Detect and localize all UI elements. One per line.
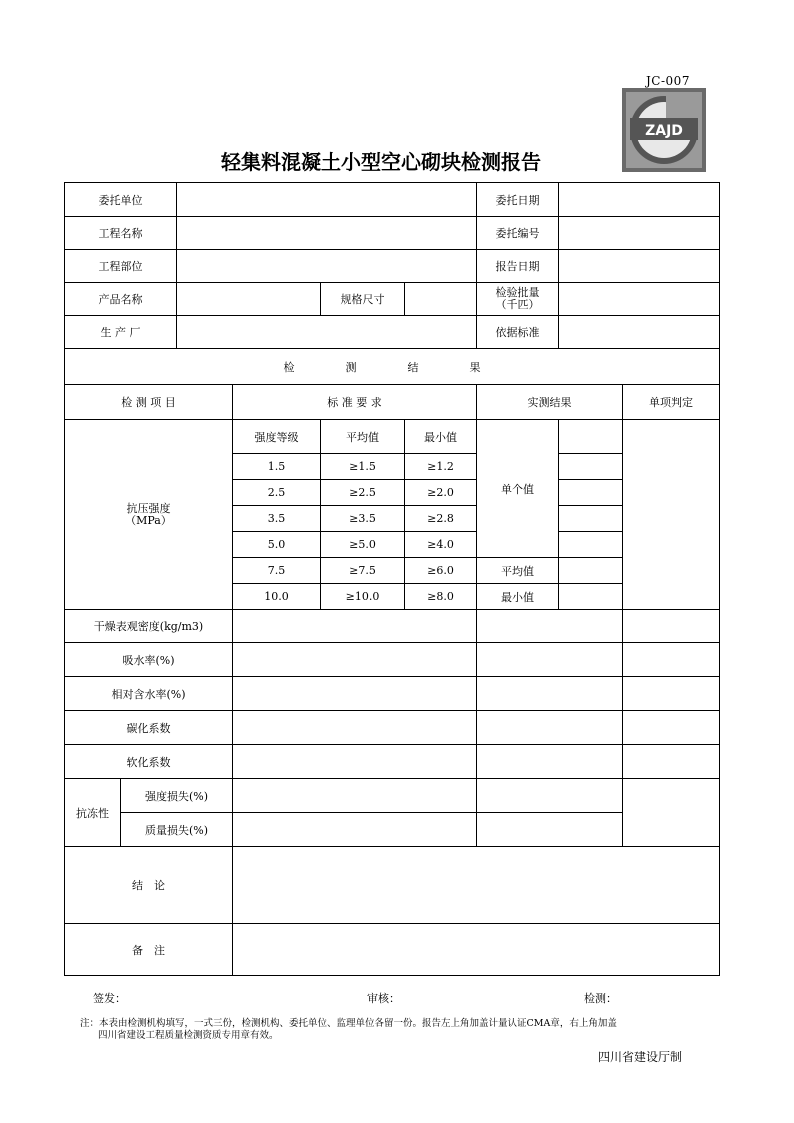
project-part-field[interactable] xyxy=(177,250,477,283)
table-row xyxy=(65,349,720,385)
min-req-cell: ≥2.8 xyxy=(405,506,477,532)
moisture-label: 相对含水率(%) xyxy=(65,677,233,711)
min-req-cell: ≥2.0 xyxy=(405,480,477,506)
min-req-cell: ≥1.2 xyxy=(405,454,477,480)
label-spec-size: 规格尺寸 xyxy=(321,283,405,316)
water-absorption-result[interactable] xyxy=(477,643,623,677)
spec-size-field[interactable] xyxy=(405,283,477,316)
remarks-label: 备 注 xyxy=(65,924,233,976)
min-value-cell[interactable] xyxy=(559,584,623,610)
table-row xyxy=(65,217,720,250)
col-avg: 平均值 xyxy=(321,420,405,454)
avg-value-cell[interactable] xyxy=(559,558,623,584)
label-batch: 检验批量 （千匹） xyxy=(477,283,559,316)
avg-req-cell: ≥5.0 xyxy=(321,532,405,558)
label-standard: 依据标准 xyxy=(477,316,559,349)
batch-field[interactable] xyxy=(559,283,720,316)
water-absorption-requirement[interactable] xyxy=(233,643,477,677)
avg-value-label: 平均值 xyxy=(477,558,559,584)
label-product-name: 产品名称 xyxy=(65,283,177,316)
table-row xyxy=(65,677,720,711)
col-min: 最小值 xyxy=(405,420,477,454)
single-value-cell[interactable] xyxy=(559,506,623,532)
softening-label: 软化系数 xyxy=(65,745,233,779)
strength-loss-label: 强度损失(%) xyxy=(121,779,233,813)
table-row xyxy=(65,610,720,643)
issue-label: 签发： xyxy=(93,992,126,1005)
grade-cell: 7.5 xyxy=(233,558,321,584)
table-row xyxy=(65,420,720,454)
avg-req-cell: ≥7.5 xyxy=(321,558,405,584)
strength-loss-result[interactable] xyxy=(477,779,623,813)
moisture-requirement[interactable] xyxy=(233,677,477,711)
test-label: 检测： xyxy=(584,992,617,1005)
grade-cell: 2.5 xyxy=(233,480,321,506)
moisture-result[interactable] xyxy=(477,677,623,711)
product-name-field[interactable] xyxy=(177,283,321,316)
grade-cell: 10.0 xyxy=(233,584,321,610)
review-label: 审核： xyxy=(367,992,400,1005)
conclusion-label: 结 论 xyxy=(65,847,233,924)
compressive-judgment[interactable] xyxy=(623,420,720,610)
label-entrust-no: 委托编号 xyxy=(477,217,559,250)
footnote: 注：本表由检测机构填写，一式三份，检测机构、委托单位、监理单位各留一份。报告左上角加盖计量认证CMA章，右上角加盖 四川省建设工程质量检测资质专用章有效。 xyxy=(80,1018,617,1041)
carbonation-judgment[interactable] xyxy=(623,711,720,745)
project-name-field[interactable] xyxy=(177,217,477,250)
header-requirement: 标 准 要 求 xyxy=(233,385,477,420)
entrust-no-field[interactable] xyxy=(559,217,720,250)
avg-req-cell: ≥2.5 xyxy=(321,480,405,506)
col-grade: 强度等级 xyxy=(233,420,321,454)
entrust-unit-field[interactable] xyxy=(177,183,477,217)
table-row xyxy=(65,813,720,847)
softening-requirement[interactable] xyxy=(233,745,477,779)
svg-text:ZAJD: ZAJD xyxy=(645,123,683,139)
carbonation-requirement[interactable] xyxy=(233,711,477,745)
grade-cell: 1.5 xyxy=(233,454,321,480)
label-entrust-date: 委托日期 xyxy=(477,183,559,217)
label-project-name: 工程名称 xyxy=(65,217,177,250)
avg-req-cell: ≥3.5 xyxy=(321,506,405,532)
water-absorption-label: 吸水率(%) xyxy=(65,643,233,677)
header-measured: 实测结果 xyxy=(477,385,623,420)
label-report-date: 报告日期 xyxy=(477,250,559,283)
header-item: 检 测 项 目 xyxy=(65,385,233,420)
mass-loss-label: 质量损失(%) xyxy=(121,813,233,847)
label-entrust-unit: 委托单位 xyxy=(65,183,177,217)
softening-judgment[interactable] xyxy=(623,745,720,779)
document-code: JC-007 xyxy=(646,74,690,88)
header-judgment: 单项判定 xyxy=(623,385,720,420)
mass-loss-result[interactable] xyxy=(477,813,623,847)
table-row xyxy=(65,779,720,813)
moisture-judgment[interactable] xyxy=(623,677,720,711)
manufacturer-field[interactable] xyxy=(177,316,477,349)
remarks-field[interactable] xyxy=(233,924,720,976)
standard-field[interactable] xyxy=(559,316,720,349)
table-row xyxy=(65,385,720,420)
avg-req-cell: ≥10.0 xyxy=(321,584,405,610)
table-row xyxy=(65,924,720,976)
single-value-label: 单个值 xyxy=(477,420,559,558)
label-manufacturer: 生 产 厂 xyxy=(65,316,177,349)
report-table xyxy=(64,182,720,976)
compressive-label: 抗压强度 （MPa） xyxy=(65,420,233,610)
softening-result[interactable] xyxy=(477,745,623,779)
density-judgment[interactable] xyxy=(623,610,720,643)
min-req-cell: ≥8.0 xyxy=(405,584,477,610)
grade-cell: 3.5 xyxy=(233,506,321,532)
single-value-cell[interactable] xyxy=(559,454,623,480)
frost-label: 抗冻性 xyxy=(65,779,121,847)
table-row xyxy=(65,745,720,779)
water-absorption-judgment[interactable] xyxy=(623,643,720,677)
table-row xyxy=(65,316,720,349)
table-row xyxy=(65,250,720,283)
carbonation-label: 碳化系数 xyxy=(65,711,233,745)
carbonation-result[interactable] xyxy=(477,711,623,745)
table-row xyxy=(65,283,720,316)
density-requirement[interactable] xyxy=(233,610,477,643)
min-req-cell: ≥6.0 xyxy=(405,558,477,584)
min-value-label: 最小值 xyxy=(477,584,559,610)
page-title: 轻集料混凝土小型空心砌块检测报告 xyxy=(221,150,541,174)
conclusion-field[interactable] xyxy=(233,847,720,924)
report-date-field[interactable] xyxy=(559,250,720,283)
avg-req-cell: ≥1.5 xyxy=(321,454,405,480)
grade-cell: 5.0 xyxy=(233,532,321,558)
density-label: 干燥表观密度(kg/m3) xyxy=(65,610,233,643)
table-row xyxy=(65,847,720,924)
frost-judgment[interactable] xyxy=(623,779,720,847)
label-project-part: 工程部位 xyxy=(65,250,177,283)
min-req-cell: ≥4.0 xyxy=(405,532,477,558)
entrust-date-field[interactable] xyxy=(559,183,720,217)
single-value-cell[interactable] xyxy=(559,480,623,506)
mass-loss-requirement[interactable] xyxy=(233,813,477,847)
table-row xyxy=(65,643,720,677)
issuing-authority: 四川省建设厅制 xyxy=(598,1050,683,1064)
table-row xyxy=(65,711,720,745)
single-value-cell[interactable] xyxy=(559,532,623,558)
table-row xyxy=(65,183,720,217)
strength-loss-requirement[interactable] xyxy=(233,779,477,813)
density-result[interactable] xyxy=(477,610,623,643)
single-value-cell[interactable] xyxy=(559,420,623,454)
section-title: 检 测 结 果 xyxy=(65,349,720,385)
